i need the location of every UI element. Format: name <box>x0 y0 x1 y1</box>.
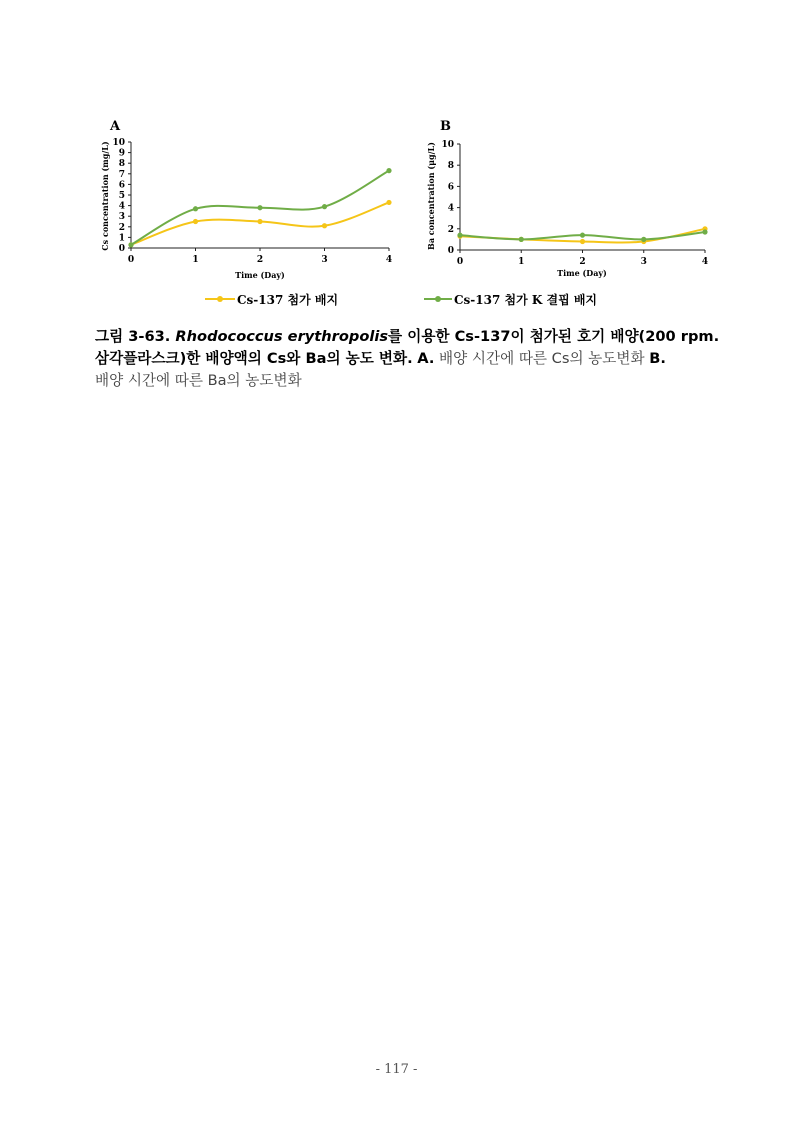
panel-b-x-tick-label: 0 <box>456 257 464 267</box>
panel-b-x-tick-label: 1 <box>518 257 525 267</box>
panel-b-y-tick-label: 4 <box>447 203 454 214</box>
panel-a-series-1-point <box>193 219 198 224</box>
panel-a-x-tick-label: 4 <box>385 255 393 265</box>
panel-b-xlabel: Time (Day) <box>557 268 607 278</box>
caption-line1-rest: 를 이용한 Cs-137이 첨가된 호기 배양(200 rpm. <box>388 328 720 345</box>
panel-a-series-2-point <box>257 205 262 210</box>
caption-a-marker: A. <box>417 350 435 367</box>
chart-panel-a <box>100 119 392 280</box>
panel-a-x-tick-label: 3 <box>321 255 328 265</box>
caption-b-text: 배양 시간에 따른 Ba의 농도변화 <box>95 372 302 389</box>
panel-b-x-tick-label: 4 <box>701 257 709 267</box>
caption-line-3 <box>95 370 720 392</box>
panel-b-series-2-point <box>580 233 585 238</box>
panel-a-series-2-point <box>128 242 133 247</box>
panel-b-y-title <box>426 142 436 250</box>
caption-line-1 <box>95 326 720 348</box>
panel-b-y-tick-label: 10 <box>441 140 454 150</box>
figure-caption <box>95 326 720 392</box>
caption-species: Rhodococcus erythropolis <box>175 328 389 345</box>
panel-b-y-tick-label: 6 <box>447 182 454 193</box>
caption-b-marker: B. <box>649 350 666 367</box>
caption-prefix: 그림 3-63. <box>95 328 176 345</box>
caption-a-text: 배양 시간에 따른 Cs의 농도변화 <box>439 350 645 367</box>
panel-b-series-2-point <box>457 233 462 238</box>
panel-a-series-1-point <box>257 219 262 224</box>
panel-a-y-tick-label: 4 <box>118 201 125 212</box>
panel-a-xlabel: Time (Day) <box>235 270 285 280</box>
panel-a-y-tick-label: 6 <box>118 180 125 191</box>
panel-b-series-1-point <box>580 239 585 244</box>
legend-label-1: Cs-137 첨가 배지 <box>237 293 339 307</box>
panel-a-y-title <box>100 141 110 251</box>
page-number: - 117 - <box>375 1062 418 1077</box>
panel-a-series-1-point <box>386 200 391 205</box>
panel-a-y-tick-label: 1 <box>118 233 125 244</box>
panel-b-y-tick-label: 0 <box>447 246 454 256</box>
panel-b-y-tick-label: 2 <box>447 224 454 235</box>
chart-legend <box>205 292 597 307</box>
panel-a-series-2-point <box>322 204 327 209</box>
panel-a-y-tick-label: 7 <box>118 169 125 180</box>
legend-marker-1 <box>217 296 223 302</box>
panel-a-y-tick-label: 9 <box>118 148 125 159</box>
panel-a-y-tick-label: 8 <box>118 159 125 170</box>
figure-charts <box>0 0 793 320</box>
panel-b-series-2-point <box>519 237 524 242</box>
panel-b-ylabel: Ba concentration (μg/L) <box>426 142 436 250</box>
panel-a-series-1-point <box>322 223 327 228</box>
legend-label-2: Cs-137 첨가 K 결핍 배지 <box>454 293 598 307</box>
caption-line2-bold: 삼각플라스크)한 배양액의 Cs와 Ba의 농도 변화. <box>95 350 413 367</box>
panel-b-y-tick-label: 8 <box>447 161 454 172</box>
panel-a-y-tick-label: 5 <box>118 191 125 201</box>
panel-a-series-2-point <box>193 206 198 211</box>
panel-b-series-2-point <box>702 229 707 234</box>
panel-b-series-2-point <box>641 237 646 242</box>
panel-b-label: B <box>440 119 451 134</box>
panel-a-label: A <box>110 119 121 134</box>
panel-a-y-tick-label: 3 <box>118 212 125 223</box>
panel-a-y-tick-label: 0 <box>118 244 125 254</box>
chart-panel-b <box>426 119 708 278</box>
panel-a-y-tick-label: 10 <box>112 138 125 148</box>
panel-a-ylabel: Cs concentration (mg/L) <box>100 141 110 251</box>
caption-line-2 <box>95 348 720 370</box>
panel-b-x-tick-label: 3 <box>640 257 647 267</box>
legend-marker-2 <box>435 296 441 302</box>
panel-a-x-tick-label: 0 <box>127 255 135 265</box>
panel-b-x-tick-label: 2 <box>579 257 586 267</box>
panel-a-series-2-point <box>386 168 391 173</box>
panel-a-x-tick-label: 2 <box>256 255 264 265</box>
panel-a-y-tick-label: 2 <box>118 222 125 233</box>
panel-a-x-tick-label: 1 <box>192 255 199 265</box>
